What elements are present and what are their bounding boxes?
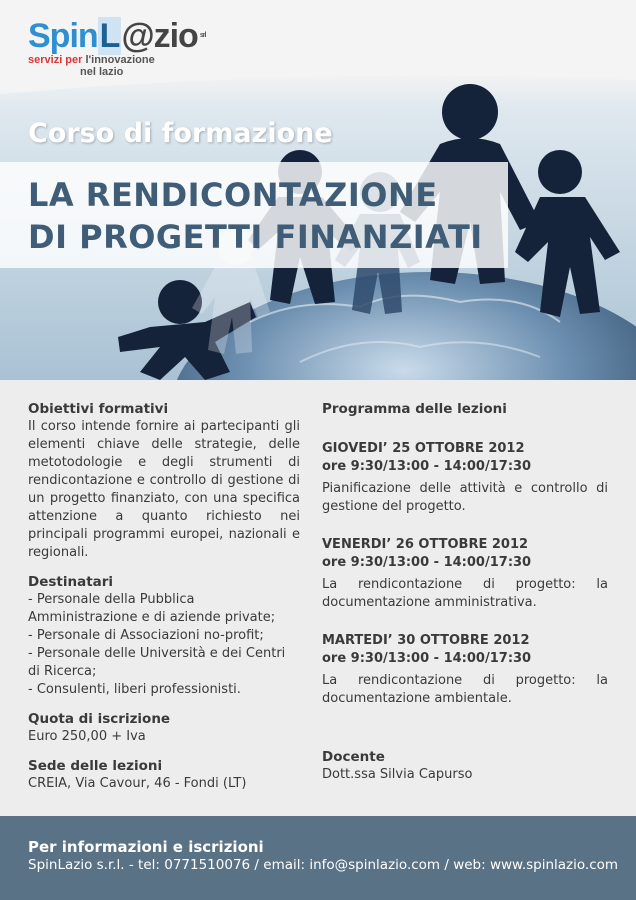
audience-heading: Destinatari <box>28 574 114 590</box>
footer <box>0 816 636 900</box>
audience-section <box>28 573 300 699</box>
objectives-section <box>28 400 300 562</box>
lesson-description: Pianificazione delle attività e controllo di gestione del progetto. <box>322 481 608 514</box>
teacher-heading: Docente <box>322 749 385 765</box>
lesson-hours: ore 9:30/13:00 - 14:00/17:30 <box>322 651 532 666</box>
right-column <box>322 400 608 784</box>
title-line-1: LA RENDICONTAZIONE <box>28 176 438 214</box>
title-line-2: DI PROGETTI FINANZIATI <box>28 218 483 256</box>
title-box <box>0 162 508 268</box>
course-label: Corso di formazione <box>28 118 333 149</box>
left-column <box>28 400 300 804</box>
fee-section <box>28 710 300 746</box>
footer-title: Per informazioni e iscrizioni <box>28 838 264 856</box>
teacher-name: Dott.ssa Silvia Capurso <box>322 767 473 782</box>
audience-item: - Personale della Pubblica Amministrazione e di aziende private; <box>28 592 276 625</box>
program-heading: Programma delle lezioni <box>322 401 507 417</box>
lesson-item <box>322 440 608 516</box>
logo-wordmark <box>28 18 205 54</box>
footer-contact: SpinLazio s.r.l. - tel: 0771510076 / email: info@spinlazio.com / web: www.spinlazio.com <box>28 857 619 873</box>
logo-spin: Spin <box>28 17 98 55</box>
venue-heading: Sede delle lezioni <box>28 758 163 774</box>
tagline-highlight: servizi per <box>28 54 83 66</box>
lesson-item <box>322 536 608 612</box>
objectives-text: Il corso intende fornire ai partecipanti gli elementi chiave delle strategie, delle metotodologie e degli strumenti di rendicontazione e controllo di gestione di un progetto finanziato, con una specifica attenzione a quanto richiesto nei principali programmi europei, nazionali e regionali. <box>28 419 300 560</box>
fee-text: Euro 250,00 + Iva <box>28 729 146 744</box>
tagline-rest: l'innovazione <box>82 54 155 66</box>
lesson-date: GIOVEDI’ 25 OTTOBRE 2012 <box>322 441 525 456</box>
lesson-description: La rendicontazione di progetto: la documentazione ambientale. <box>322 673 608 706</box>
audience-item: - Personale di Associazioni no-profit; <box>28 628 264 643</box>
logo-l: L <box>99 17 120 55</box>
teacher-section <box>322 748 608 784</box>
lesson-date: VENERDI’ 26 OTTOBRE 2012 <box>322 537 529 552</box>
logo[interactable] <box>28 18 205 78</box>
lesson-date: MARTEDI’ 30 OTTOBRE 2012 <box>322 633 530 648</box>
fee-heading: Quota di iscrizione <box>28 711 171 727</box>
venue-section <box>28 757 300 793</box>
objectives-heading: Obiettivi formativi <box>28 401 169 417</box>
audience-item: - Personale delle Università e dei Centri di Ricerca; <box>28 646 286 679</box>
audience-item: - Consulenti, liberi professionisti. <box>28 682 241 697</box>
logo-tagline <box>28 54 205 66</box>
logo-azio: @zio <box>121 17 198 55</box>
lesson-hours: ore 9:30/13:00 - 14:00/17:30 <box>322 459 532 474</box>
lesson-description: La rendicontazione di progetto: la documentazione amministrativa. <box>322 577 608 610</box>
lesson-hours: ore 9:30/13:00 - 14:00/17:30 <box>322 555 532 570</box>
lesson-item <box>322 632 608 708</box>
venue-text: CREIA, Via Cavour, 46 - Fondi (LT) <box>28 776 247 791</box>
logo-tagline-2: nel lazio <box>80 66 124 78</box>
logo-srl: srl <box>199 32 206 39</box>
